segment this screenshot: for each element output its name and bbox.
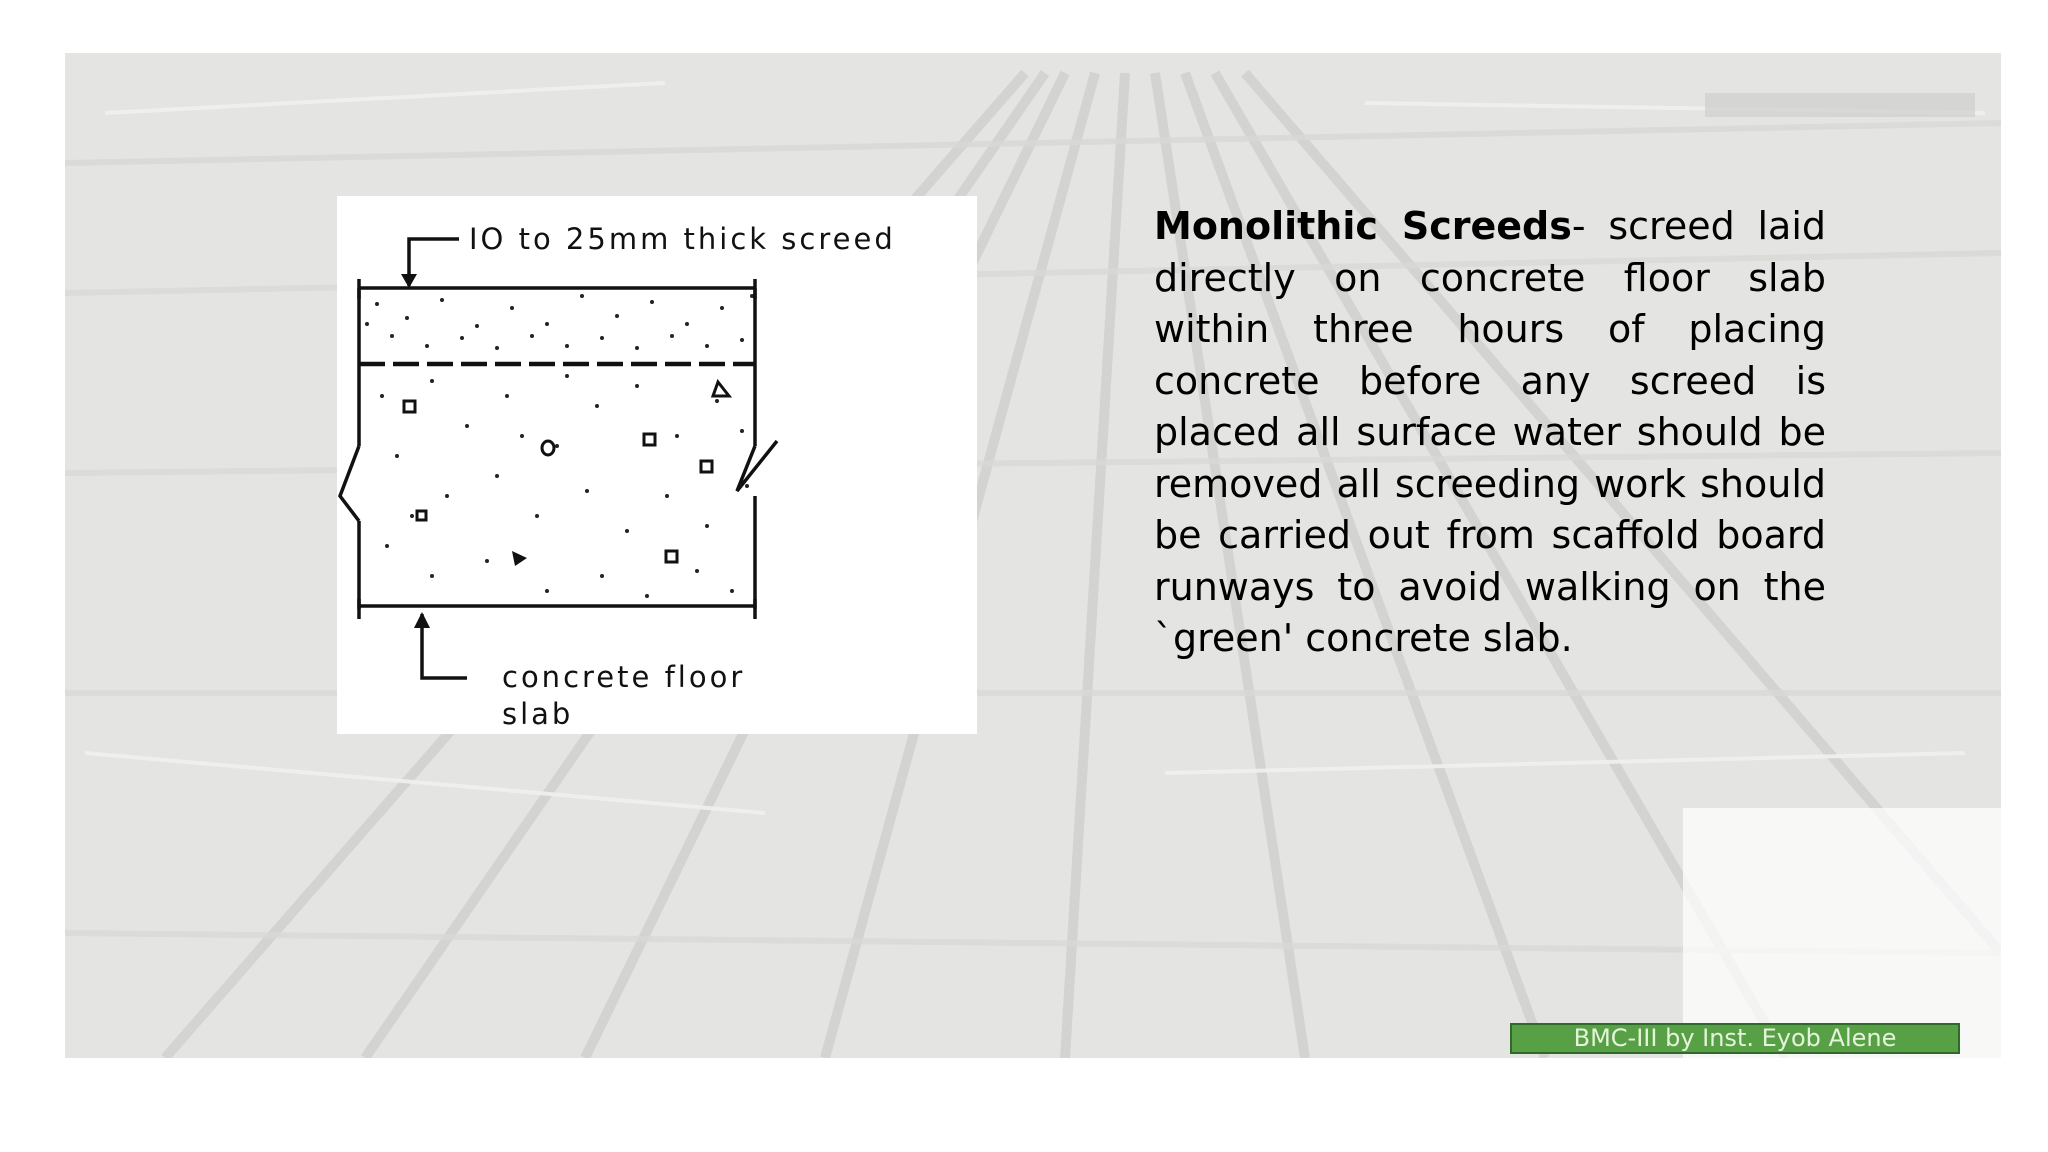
monolithic-screeds-description bbox=[1154, 201, 1826, 665]
description-text: - screed laid directly on concrete floor slab within three hours of placing concrete before any screed is placed all surface water should be removed all screeding work should be carried out from scaffold board runways to avoid walking on the `green' concrete slab. bbox=[1154, 204, 1826, 660]
slide bbox=[65, 53, 2001, 1058]
section-heading: Monolithic Screeds bbox=[1154, 204, 1572, 248]
corner-white-box bbox=[1683, 808, 2001, 1058]
footer-credit-badge: BMC-III by Inst. Eyob Alene bbox=[1510, 1023, 1960, 1054]
screed-section-diagram bbox=[337, 196, 977, 734]
slab-label-line1: concrete floor bbox=[502, 660, 746, 694]
screed-thickness-label: IO to 25mm thick screed bbox=[469, 222, 896, 256]
slab-label-line2: slab bbox=[502, 697, 574, 731]
